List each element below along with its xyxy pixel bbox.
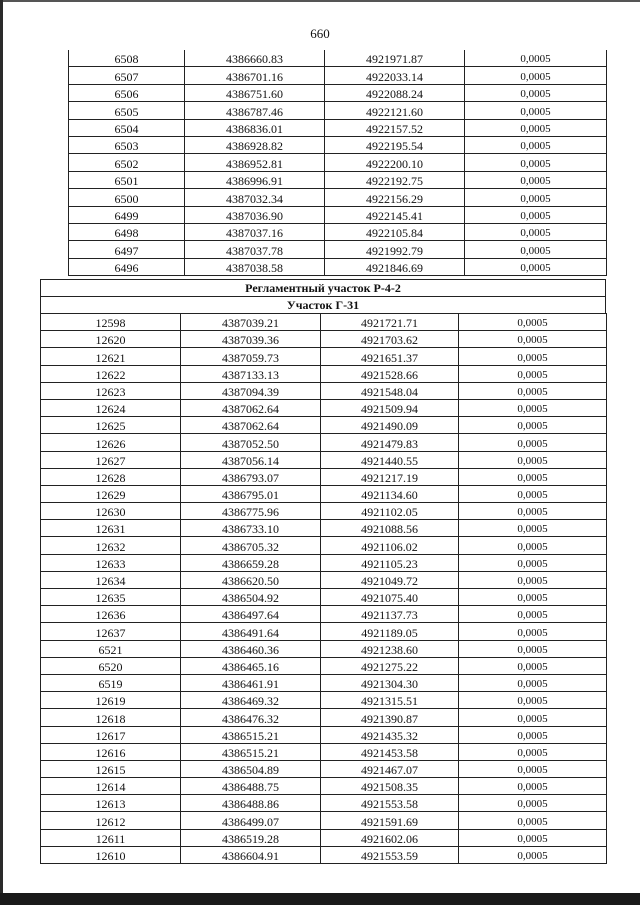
error-value-cell: 0,0005 xyxy=(459,554,607,571)
point-number-cell: 12612 xyxy=(41,812,181,829)
x-coordinate-cell: 4386795.01 xyxy=(181,485,321,502)
error-value-cell: 0,0005 xyxy=(459,503,607,520)
error-value-cell: 0,0005 xyxy=(459,382,607,399)
point-number-cell: 12626 xyxy=(41,434,181,451)
error-value-cell: 0,0005 xyxy=(459,571,607,588)
point-number-cell: 12613 xyxy=(41,795,181,812)
error-value-cell: 0,0005 xyxy=(459,606,607,623)
y-coordinate-cell: 4921553.59 xyxy=(321,846,459,863)
y-coordinate-cell: 4922156.29 xyxy=(325,189,465,206)
y-coordinate-cell: 4922200.10 xyxy=(325,154,465,171)
y-coordinate-cell: 4921049.72 xyxy=(321,571,459,588)
y-coordinate-cell: 4921508.35 xyxy=(321,778,459,795)
x-coordinate-cell: 4386787.46 xyxy=(185,102,325,119)
table-row xyxy=(69,50,607,67)
error-value-cell: 0,0005 xyxy=(459,743,607,760)
x-coordinate-cell: 4386659.28 xyxy=(181,554,321,571)
x-coordinate-cell: 4387062.64 xyxy=(181,417,321,434)
x-coordinate-cell: 4387094.39 xyxy=(181,382,321,399)
y-coordinate-cell: 4921435.32 xyxy=(321,726,459,743)
table-row xyxy=(41,314,607,331)
y-coordinate-cell: 4922033.14 xyxy=(325,67,465,84)
y-coordinate-cell: 4921238.60 xyxy=(321,640,459,657)
table-row xyxy=(69,223,607,240)
table-row xyxy=(41,382,607,399)
table-row xyxy=(41,365,607,382)
y-coordinate-cell: 4922192.75 xyxy=(325,171,465,188)
error-value-cell: 0,0005 xyxy=(459,399,607,416)
error-value-cell: 0,0005 xyxy=(465,67,607,84)
error-value-cell: 0,0005 xyxy=(459,365,607,382)
error-value-cell: 0,0005 xyxy=(459,812,607,829)
x-coordinate-cell: 4386604.91 xyxy=(181,846,321,863)
x-coordinate-cell: 4387133.13 xyxy=(181,365,321,382)
x-coordinate-cell: 4386836.01 xyxy=(185,119,325,136)
x-coordinate-cell: 4386751.60 xyxy=(185,84,325,101)
point-number-cell: 12628 xyxy=(41,468,181,485)
table-row xyxy=(41,743,607,760)
y-coordinate-cell: 4921602.06 xyxy=(321,829,459,846)
table-row xyxy=(41,537,607,554)
x-coordinate-cell: 4386476.32 xyxy=(181,709,321,726)
y-coordinate-cell: 4921105.23 xyxy=(321,554,459,571)
x-coordinate-cell: 4386952.81 xyxy=(185,154,325,171)
error-value-cell: 0,0005 xyxy=(465,189,607,206)
error-value-cell: 0,0005 xyxy=(465,206,607,223)
point-number-cell: 6501 xyxy=(69,171,185,188)
table-row xyxy=(41,485,607,502)
x-coordinate-cell: 4387032.34 xyxy=(185,189,325,206)
error-value-cell: 0,0005 xyxy=(459,726,607,743)
table-row xyxy=(41,503,607,520)
table-row xyxy=(41,674,607,691)
y-coordinate-cell: 4921137.73 xyxy=(321,606,459,623)
point-number-cell: 12624 xyxy=(41,399,181,416)
y-coordinate-cell: 4921189.05 xyxy=(321,623,459,640)
section-row-plot xyxy=(41,297,606,314)
table-row xyxy=(41,331,607,348)
point-number-cell: 6496 xyxy=(69,258,185,275)
point-number-cell: 6502 xyxy=(69,154,185,171)
x-coordinate-cell: 4387036.90 xyxy=(185,206,325,223)
y-coordinate-cell: 4921591.69 xyxy=(321,812,459,829)
point-number-cell: 12632 xyxy=(41,537,181,554)
point-number-cell: 12623 xyxy=(41,382,181,399)
error-value-cell: 0,0005 xyxy=(459,434,607,451)
y-coordinate-cell: 4921102.05 xyxy=(321,503,459,520)
table-row xyxy=(41,606,607,623)
point-number-cell: 6521 xyxy=(41,640,181,657)
x-coordinate-cell: 4386660.83 xyxy=(185,50,325,67)
x-coordinate-cell: 4386499.07 xyxy=(181,812,321,829)
y-coordinate-cell: 4921846.69 xyxy=(325,258,465,275)
point-number-cell: 12611 xyxy=(41,829,181,846)
table-row xyxy=(69,206,607,223)
error-value-cell: 0,0005 xyxy=(465,154,607,171)
table-row xyxy=(41,520,607,537)
error-value-cell: 0,0005 xyxy=(465,102,607,119)
y-coordinate-cell: 4922157.52 xyxy=(325,119,465,136)
point-number-cell: 12630 xyxy=(41,503,181,520)
plot-title: Участок Г-31 xyxy=(41,297,606,314)
y-coordinate-cell: 4921971.87 xyxy=(325,50,465,67)
x-coordinate-cell: 4387037.16 xyxy=(185,223,325,240)
error-value-cell: 0,0005 xyxy=(459,537,607,554)
x-coordinate-cell: 4386515.21 xyxy=(181,743,321,760)
point-number-cell: 12625 xyxy=(41,417,181,434)
point-number-cell: 12615 xyxy=(41,760,181,777)
y-coordinate-cell: 4921134.60 xyxy=(321,485,459,502)
x-coordinate-cell: 4386497.64 xyxy=(181,606,321,623)
x-coordinate-cell: 4387039.36 xyxy=(181,331,321,348)
x-coordinate-cell: 4386504.92 xyxy=(181,589,321,606)
x-coordinate-cell: 4386733.10 xyxy=(181,520,321,537)
x-coordinate-cell: 4386515.21 xyxy=(181,726,321,743)
point-number-cell: 6507 xyxy=(69,67,185,84)
y-coordinate-cell: 4921106.02 xyxy=(321,537,459,554)
table-row xyxy=(41,726,607,743)
x-coordinate-cell: 4386504.89 xyxy=(181,760,321,777)
error-value-cell: 0,0005 xyxy=(459,589,607,606)
y-coordinate-cell: 4921440.55 xyxy=(321,451,459,468)
error-value-cell: 0,0005 xyxy=(465,241,607,258)
error-value-cell: 0,0005 xyxy=(465,119,607,136)
x-coordinate-cell: 4387038.58 xyxy=(185,258,325,275)
error-value-cell: 0,0005 xyxy=(459,795,607,812)
x-coordinate-cell: 4386461.91 xyxy=(181,674,321,691)
point-number-cell: 12617 xyxy=(41,726,181,743)
table-row xyxy=(41,692,607,709)
point-number-cell: 6519 xyxy=(41,674,181,691)
point-number-cell: 12616 xyxy=(41,743,181,760)
y-coordinate-cell: 4922121.60 xyxy=(325,102,465,119)
error-value-cell: 0,0005 xyxy=(459,485,607,502)
point-number-cell: 12619 xyxy=(41,692,181,709)
x-coordinate-cell: 4386469.32 xyxy=(181,692,321,709)
scan-edge-top xyxy=(0,0,640,2)
error-value-cell: 0,0005 xyxy=(465,171,607,188)
y-coordinate-cell: 4921453.58 xyxy=(321,743,459,760)
table-row xyxy=(69,67,607,84)
error-value-cell: 0,0005 xyxy=(459,709,607,726)
point-number-cell: 6505 xyxy=(69,102,185,119)
point-number-cell: 6504 xyxy=(69,119,185,136)
point-number-cell: 12629 xyxy=(41,485,181,502)
y-coordinate-cell: 4921703.62 xyxy=(321,331,459,348)
table-row xyxy=(41,554,607,571)
point-number-cell: 12627 xyxy=(41,451,181,468)
x-coordinate-cell: 4386620.50 xyxy=(181,571,321,588)
page-number: 660 xyxy=(310,26,330,41)
y-coordinate-cell: 4921992.79 xyxy=(325,241,465,258)
point-number-cell: 6506 xyxy=(69,84,185,101)
y-coordinate-cell: 4921390.87 xyxy=(321,709,459,726)
table-row xyxy=(69,171,607,188)
x-coordinate-cell: 4387052.50 xyxy=(181,434,321,451)
point-number-cell: 12598 xyxy=(41,314,181,331)
y-coordinate-cell: 4922145.41 xyxy=(325,206,465,223)
error-value-cell: 0,0005 xyxy=(459,640,607,657)
point-number-cell: 12635 xyxy=(41,589,181,606)
regulation-area-title: Регламентный участок Р-4-2 xyxy=(41,280,606,297)
point-number-cell: 6499 xyxy=(69,206,185,223)
table-row xyxy=(41,348,607,365)
error-value-cell: 0,0005 xyxy=(459,846,607,863)
point-number-cell: 6508 xyxy=(69,50,185,67)
error-value-cell: 0,0005 xyxy=(459,468,607,485)
y-coordinate-cell: 4921490.09 xyxy=(321,417,459,434)
table-row xyxy=(41,451,607,468)
table-row xyxy=(69,154,607,171)
point-number-cell: 12636 xyxy=(41,606,181,623)
point-number-cell: 12614 xyxy=(41,778,181,795)
x-coordinate-cell: 4386996.91 xyxy=(185,171,325,188)
section-header-table xyxy=(40,279,606,314)
table-row xyxy=(41,571,607,588)
table-row xyxy=(41,640,607,657)
x-coordinate-cell: 4387059.73 xyxy=(181,348,321,365)
x-coordinate-cell: 4387062.64 xyxy=(181,399,321,416)
section-row-regulation-area xyxy=(41,280,606,297)
point-number-cell: 6497 xyxy=(69,241,185,258)
point-number-cell: 12621 xyxy=(41,348,181,365)
lower-coordinates-table xyxy=(40,313,607,864)
error-value-cell: 0,0005 xyxy=(459,829,607,846)
table-row xyxy=(41,812,607,829)
x-coordinate-cell: 4386519.28 xyxy=(181,829,321,846)
y-coordinate-cell: 4921721.71 xyxy=(321,314,459,331)
table-row xyxy=(41,434,607,451)
error-value-cell: 0,0005 xyxy=(459,778,607,795)
point-number-cell: 12631 xyxy=(41,520,181,537)
table-row xyxy=(41,778,607,795)
error-value-cell: 0,0005 xyxy=(465,258,607,275)
point-number-cell: 6498 xyxy=(69,223,185,240)
y-coordinate-cell: 4922088.24 xyxy=(325,84,465,101)
x-coordinate-cell: 4386491.64 xyxy=(181,623,321,640)
y-coordinate-cell: 4921217.19 xyxy=(321,468,459,485)
table-row xyxy=(41,760,607,777)
table-row xyxy=(41,417,607,434)
x-coordinate-cell: 4386465.16 xyxy=(181,657,321,674)
scan-edge-left xyxy=(0,0,3,905)
x-coordinate-cell: 4387039.21 xyxy=(181,314,321,331)
y-coordinate-cell: 4921553.58 xyxy=(321,795,459,812)
error-value-cell: 0,0005 xyxy=(459,314,607,331)
point-number-cell: 12618 xyxy=(41,709,181,726)
error-value-cell: 0,0005 xyxy=(459,657,607,674)
point-number-cell: 12610 xyxy=(41,846,181,863)
scan-edge-bottom xyxy=(0,893,640,905)
y-coordinate-cell: 4921088.56 xyxy=(321,520,459,537)
error-value-cell: 0,0005 xyxy=(465,223,607,240)
error-value-cell: 0,0005 xyxy=(459,760,607,777)
table-row xyxy=(69,241,607,258)
error-value-cell: 0,0005 xyxy=(465,136,607,153)
point-number-cell: 12622 xyxy=(41,365,181,382)
x-coordinate-cell: 4386701.16 xyxy=(185,67,325,84)
y-coordinate-cell: 4921548.04 xyxy=(321,382,459,399)
table-row xyxy=(41,709,607,726)
error-value-cell: 0,0005 xyxy=(459,623,607,640)
table-row xyxy=(69,84,607,101)
lower-table-body xyxy=(41,314,607,864)
point-number-cell: 12637 xyxy=(41,623,181,640)
y-coordinate-cell: 4921275.22 xyxy=(321,657,459,674)
upper-table-body xyxy=(69,50,607,276)
table-row xyxy=(69,258,607,275)
table-row xyxy=(41,399,607,416)
x-coordinate-cell: 4386488.75 xyxy=(181,778,321,795)
table-row xyxy=(41,589,607,606)
table-row xyxy=(69,119,607,136)
error-value-cell: 0,0005 xyxy=(459,331,607,348)
error-value-cell: 0,0005 xyxy=(459,692,607,709)
table-row xyxy=(41,657,607,674)
table-row xyxy=(41,829,607,846)
x-coordinate-cell: 4386793.07 xyxy=(181,468,321,485)
table-row xyxy=(41,846,607,863)
y-coordinate-cell: 4921075.40 xyxy=(321,589,459,606)
x-coordinate-cell: 4386705.32 xyxy=(181,537,321,554)
y-coordinate-cell: 4922105.84 xyxy=(325,223,465,240)
y-coordinate-cell: 4921479.83 xyxy=(321,434,459,451)
point-number-cell: 6503 xyxy=(69,136,185,153)
x-coordinate-cell: 4386488.86 xyxy=(181,795,321,812)
table-row xyxy=(41,468,607,485)
x-coordinate-cell: 4386460.36 xyxy=(181,640,321,657)
error-value-cell: 0,0005 xyxy=(459,348,607,365)
point-number-cell: 12620 xyxy=(41,331,181,348)
error-value-cell: 0,0005 xyxy=(465,50,607,67)
point-number-cell: 6520 xyxy=(41,657,181,674)
y-coordinate-cell: 4921315.51 xyxy=(321,692,459,709)
y-coordinate-cell: 4921651.37 xyxy=(321,348,459,365)
point-number-cell: 12633 xyxy=(41,554,181,571)
table-row xyxy=(69,102,607,119)
error-value-cell: 0,0005 xyxy=(459,674,607,691)
x-coordinate-cell: 4387056.14 xyxy=(181,451,321,468)
point-number-cell: 12634 xyxy=(41,571,181,588)
y-coordinate-cell: 4922195.54 xyxy=(325,136,465,153)
x-coordinate-cell: 4386775.96 xyxy=(181,503,321,520)
x-coordinate-cell: 4387037.78 xyxy=(185,241,325,258)
error-value-cell: 0,0005 xyxy=(459,417,607,434)
error-value-cell: 0,0005 xyxy=(459,520,607,537)
y-coordinate-cell: 4921509.94 xyxy=(321,399,459,416)
y-coordinate-cell: 4921304.30 xyxy=(321,674,459,691)
error-value-cell: 0,0005 xyxy=(465,84,607,101)
point-number-cell: 6500 xyxy=(69,189,185,206)
error-value-cell: 0,0005 xyxy=(459,451,607,468)
table-row xyxy=(41,623,607,640)
y-coordinate-cell: 4921528.66 xyxy=(321,365,459,382)
y-coordinate-cell: 4921467.07 xyxy=(321,760,459,777)
table-row xyxy=(69,189,607,206)
x-coordinate-cell: 4386928.82 xyxy=(185,136,325,153)
upper-coordinates-table xyxy=(68,50,607,276)
table-row xyxy=(69,136,607,153)
table-row xyxy=(41,795,607,812)
